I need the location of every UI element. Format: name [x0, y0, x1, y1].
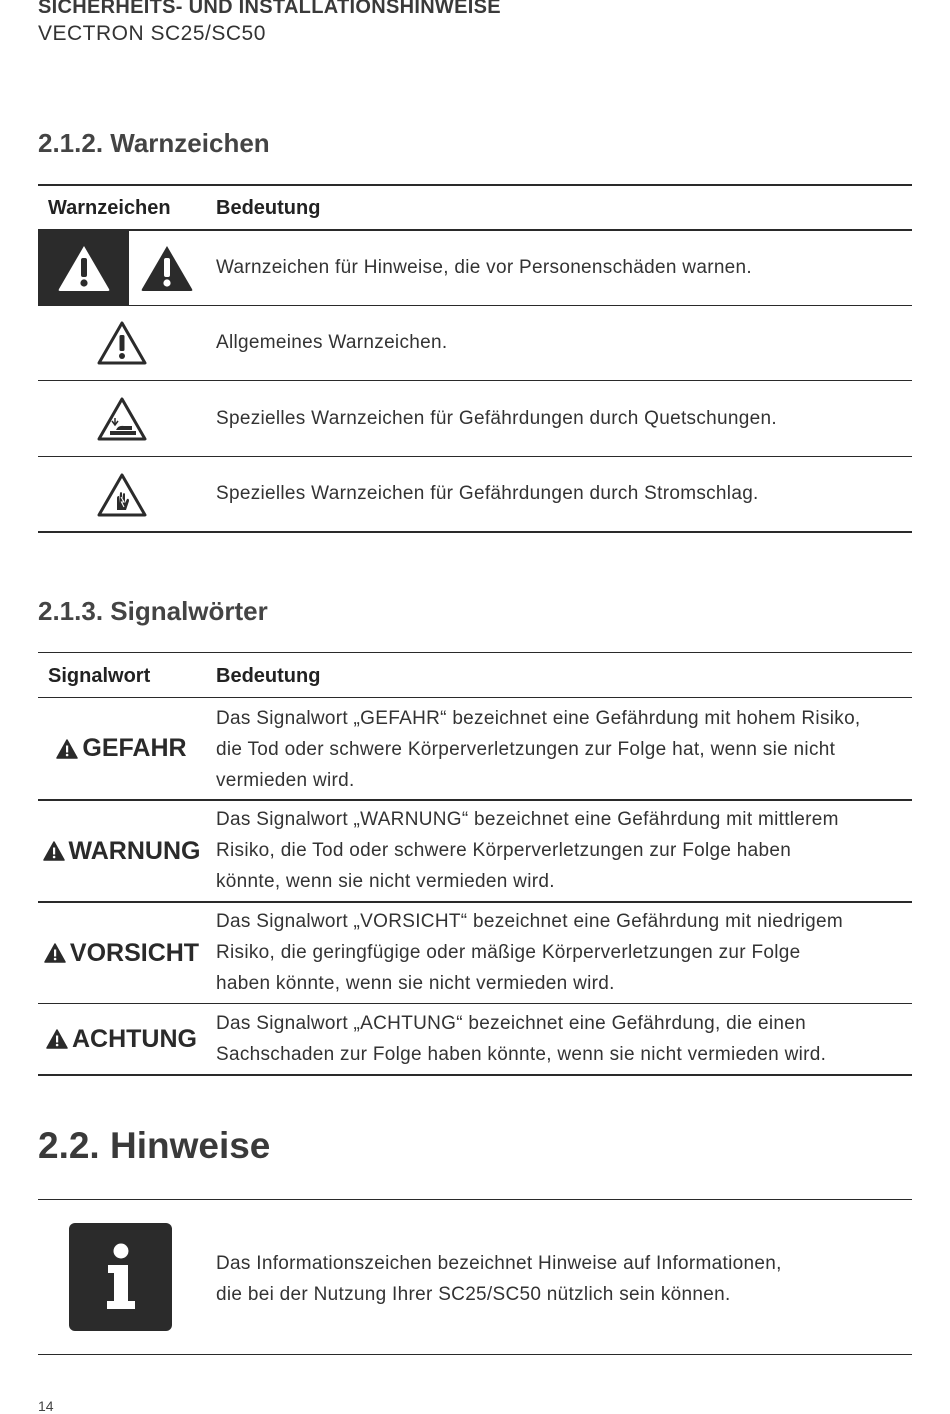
warning-triangle-small-icon	[56, 739, 78, 759]
warning-triangle-inverted-icon	[38, 230, 129, 305]
column-header-meaning: Bedeutung	[216, 665, 321, 687]
table-top-rule	[38, 184, 912, 186]
warnzeichen-row-4-text: Spezielles Warnzeichen für Gefährdungen durch Stromschlag.	[216, 483, 759, 504]
signalwort-achtung	[38, 1004, 205, 1074]
hinweise-bottom-rule	[38, 1354, 912, 1355]
warnzeichen-row-2-text: Allgemeines Warnzeichen.	[216, 332, 448, 353]
section-heading-warnzeichen: 2.1.2. Warnzeichen	[38, 128, 270, 158]
warnzeichen-row-1-text: Warnzeichen für Hinweise, die vor Personenschäden warnen.	[216, 257, 752, 278]
crush-hazard-icon	[38, 381, 205, 456]
warning-triangle-small-icon	[44, 943, 66, 963]
signalwort-label: WARNUNG	[68, 836, 201, 865]
info-icon	[69, 1223, 172, 1331]
warnzeichen-row-3-text: Spezielles Warnzeichen für Gefährdungen durch Quetschungen.	[216, 408, 777, 429]
column-header-symbol: Warnzeichen	[48, 197, 171, 219]
page-number: 14	[38, 1398, 54, 1414]
hinweise-top-rule	[38, 1199, 912, 1200]
signalwort-warnung	[38, 801, 205, 901]
hinweise-description: Das Informationszeichen bezeichnet Hinweise auf Informationen, die bei der Nutzung Ihrer SC25/SC50 nützlich sein können.	[216, 1253, 782, 1305]
signalwort-vorsicht-description: Das Signalwort „VORSICHT“ bezeichnet eine Gefährdung mit niedrigem Risiko, die geringfügige oder mäßige Körperverletzungen zur Folge haben könnte, wenn sie nicht vermieden wird.	[216, 911, 844, 994]
signalwort-achtung-description: Das Signalwort „ACHTUNG“ bezeichnet eine Gefährdung, die einen Sachschaden zur Folge haben könnte, wenn sie nicht vermieden wird.	[216, 1013, 827, 1065]
signalwort-gefahr	[38, 698, 205, 799]
table-bottom-rule	[38, 1074, 912, 1076]
warning-triangle-small-icon	[46, 1029, 68, 1049]
signalwort-gefahr-description: Das Signalwort „GEFAHR“ bezeichnet eine Gefährdung mit hohem Risiko, die Tod oder schwere Körperverletzungen zur Folge hat, wenn sie nicht vermieden wird.	[216, 708, 861, 791]
document-header-title: SICHERHEITS- UND INSTALLATIONSHINWEISE	[38, 0, 501, 18]
signalwort-warnung-description: Das Signalwort „WARNUNG“ bezeichnet eine Gefährdung mit mittlerem Risiko, die Tod oder schwere Körperverletzungen zur Folge haben könnte, wenn sie nicht vermieden wird.	[216, 809, 839, 892]
signalwort-label: GEFAHR	[82, 734, 187, 762]
electric-shock-hazard-icon	[38, 457, 205, 532]
section-heading-hinweise: 2.2. Hinweise	[38, 1125, 271, 1166]
warning-triangle-solid-icon	[129, 230, 205, 305]
document-header-subtitle: VECTRON SC25/SC50	[38, 22, 266, 45]
warning-triangle-small-icon	[43, 841, 65, 861]
signalwort-label: ACHTUNG	[72, 1024, 197, 1053]
section-heading-signalwoerter: 2.1.3. Signalwörter	[38, 596, 268, 626]
signalwort-vorsicht	[38, 903, 205, 1003]
signalwort-label: VORSICHT	[69, 938, 200, 967]
table-top-rule	[38, 652, 912, 653]
warning-triangle-outline-icon	[38, 306, 205, 380]
column-header-meaning: Bedeutung	[216, 197, 321, 219]
column-header-signalwort: Signalwort	[48, 665, 151, 687]
table-bottom-rule	[38, 531, 912, 533]
